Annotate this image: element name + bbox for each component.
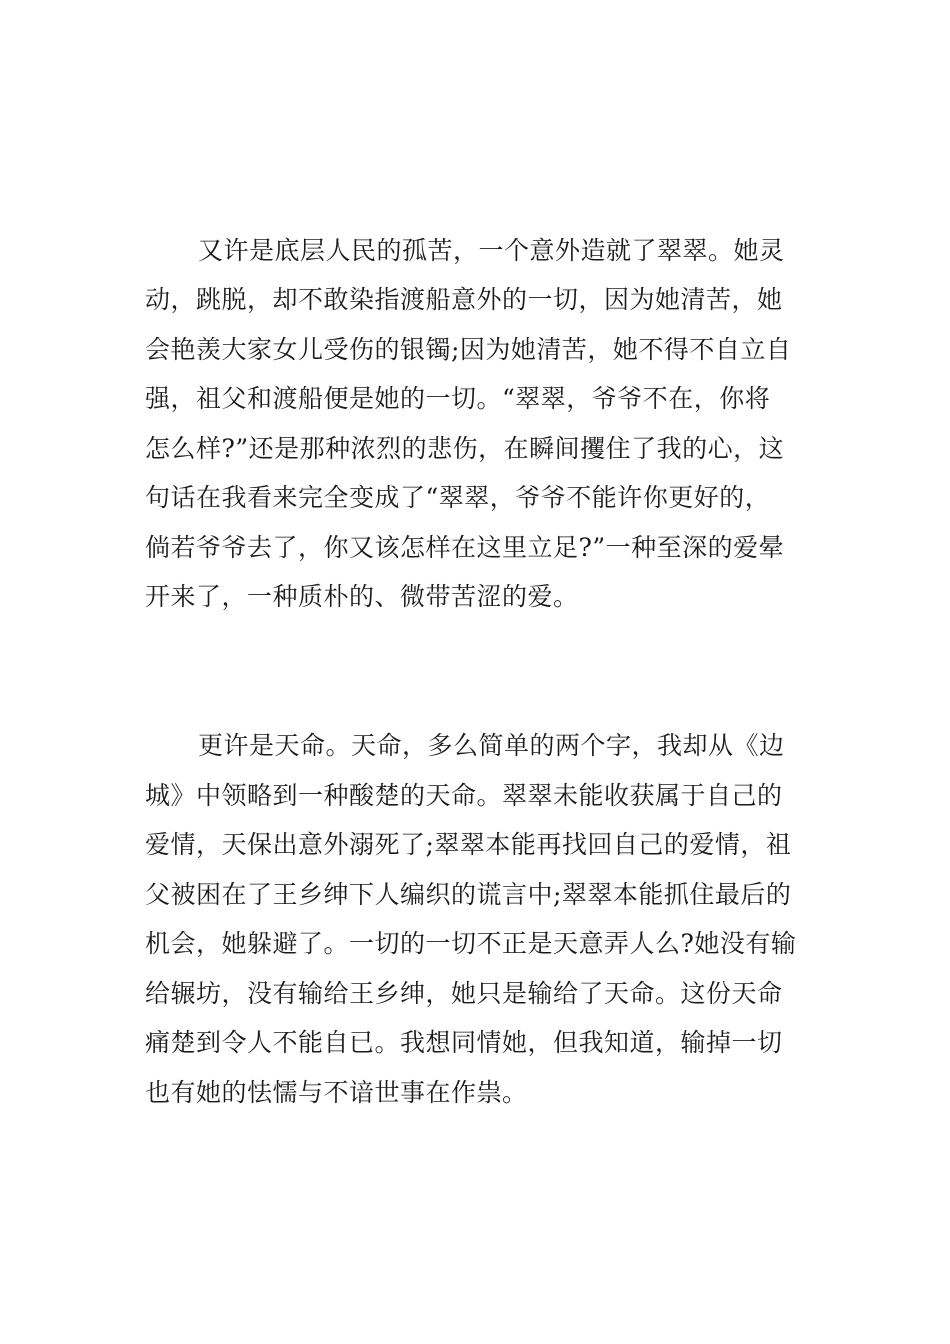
paragraph-1-line-7: 倘若爷爷去了，你又该怎样在这里立足?”一种至深的爱晕	[145, 533, 785, 562]
paragraph-2-line-4: 父被困在了王乡绅下人编织的谎言中;翠翠本能抓住最后的	[145, 880, 792, 909]
paragraph-1-line-2: 动，跳脱，却不敢染指渡船意外的一切，因为她清苦，她	[145, 285, 783, 314]
paragraph-1-line-1: 又许是底层人民的孤苦，一个意外造就了翠翠。她灵	[198, 236, 785, 265]
paragraph-1-line-3: 会艳羡大家女儿受伤的银镯;因为她清苦，她不得不自立自	[145, 335, 792, 364]
paragraph-1-line-6: 句话在我看来完全变成了“翠翠，爷爷不能许你更好的，	[145, 483, 771, 512]
paragraph-1-line-5: 怎么样?”还是那种浓烈的悲伤，在瞬间攫住了我的心，这	[145, 434, 785, 463]
paragraph-2-line-5: 机会，她躲避了。一切的一切不正是天意弄人么?她没有输	[145, 929, 797, 958]
paragraph-2-line-8: 也有她的怯懦与不谙世事在作祟。	[145, 1078, 528, 1107]
paragraph-2-line-1: 更许是天命。天命，多么简单的两个字，我却从《边	[198, 731, 785, 760]
paragraph-1-line-4: 强，祖父和渡船便是她的一切。“翠翠，爷爷不在，你将	[145, 384, 771, 413]
paragraph-2-line-7: 痛楚到令人不能自已。我想同情她，但我知道，输掉一切	[145, 1028, 783, 1057]
paragraph-2-line-2: 城》中领略到一种酸楚的天命。翠翠未能收获属于自己的	[145, 781, 783, 810]
paragraph-2-line-3: 爱情，天保出意外溺死了;翠翠本能再找回自己的爱情，祖	[145, 830, 792, 859]
paragraph-2-line-6: 给辗坊，没有输给王乡绅，她只是输给了天命。这份天命	[145, 979, 783, 1008]
paragraph-1-line-8: 开来了，一种质朴的、微带苦涩的爱。	[145, 582, 579, 611]
